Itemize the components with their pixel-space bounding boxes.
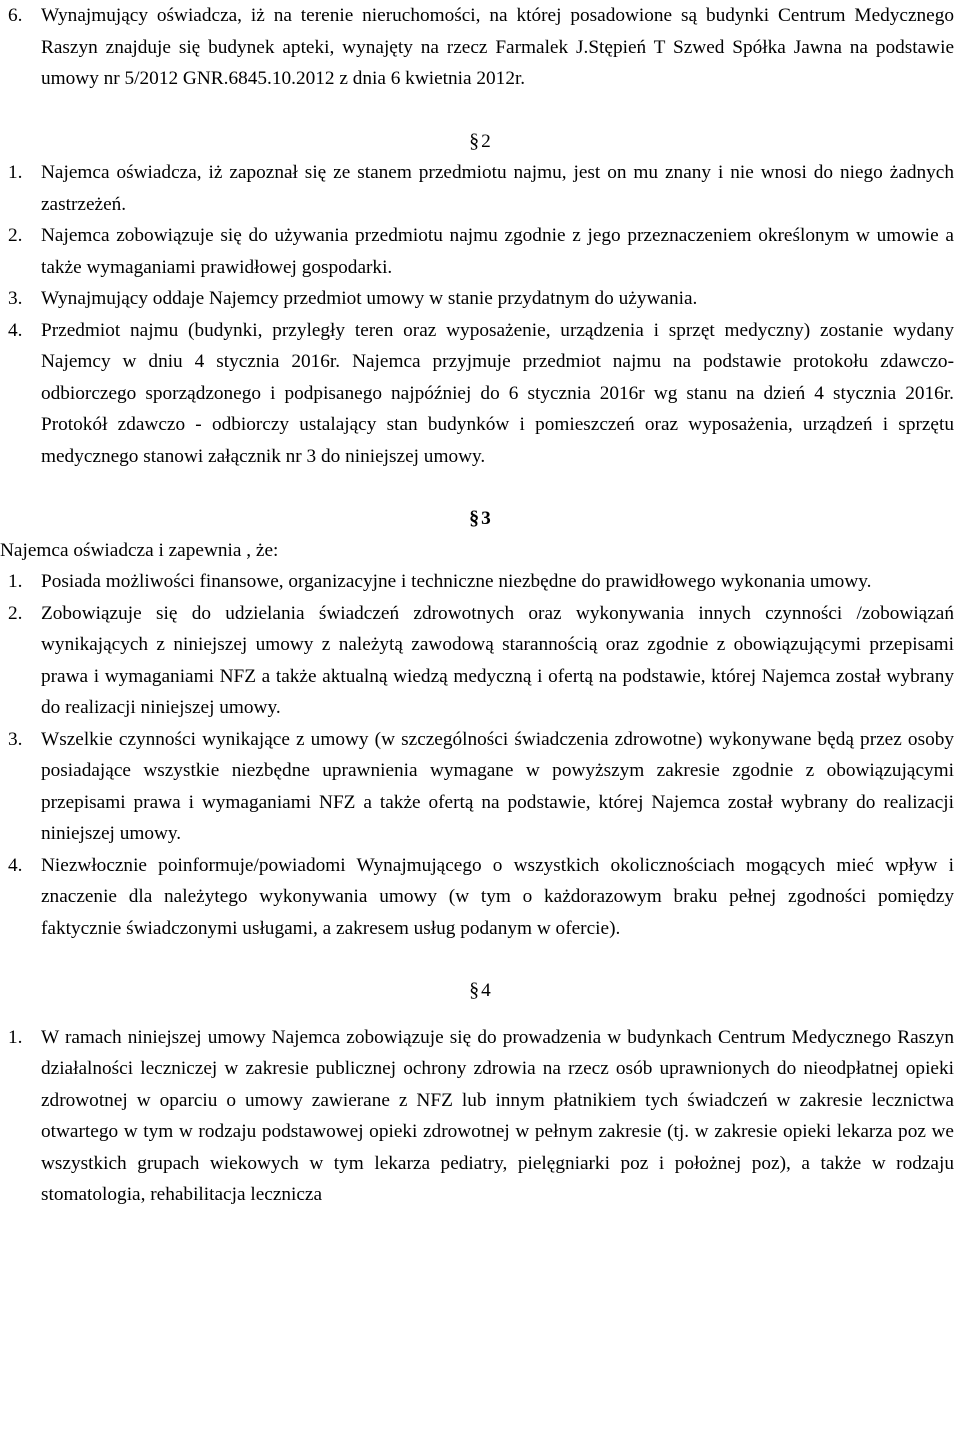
list-item-number: 4.: [8, 319, 23, 341]
section-number: 3: [481, 508, 491, 529]
section-symbol: §: [469, 129, 480, 152]
list-item-top-6: [0, 0, 960, 95]
list-item-s4-1: [0, 1022, 960, 1211]
section-number: 4: [481, 980, 491, 1001]
list-item-s3-2: [0, 598, 960, 724]
section-intro: Najemca oświadcza i zapewnia , że:: [0, 539, 279, 561]
list-item-number: 3.: [8, 288, 23, 309]
list-item-text: W ramach niniejszej umowy Najemca zobowiązuje się do prowadzenia w budynkach Centrum Medycznego Raszyn działalności leczniczej w zakresie publicznej ochrony zdrowia na rzecz osób uprawnionych do nieodpłatnej opieki zdrowotnej w oparciu o umowy zawierane z NFZ lub innym płatnikiem tych świadczeń w zakresie lecznictwa otwartego w tym w rodzaju podstawowej opieki zdrowotnej w pełnym zakresie (tj. w zakresie opieki lekarza poz we wszystkich grupach wiekowych w tym lekarza pediatry, pielęgniarki poz i położnej poz), a także w rodzaju stomatologia, rehabilitacja lecznicza: [41, 1026, 954, 1205]
section-header-4: [0, 975, 960, 1007]
list-item-number: 3.: [8, 728, 23, 750]
list-item-number: 1.: [8, 1026, 23, 1048]
list-item-s2-2: [0, 220, 960, 283]
list-item-s3-4: [0, 850, 960, 945]
list-item-text: Zobowiązuje się do udzielania świadczeń zdrowotnych oraz wykonywania innych czynności /zobowiązań wynikających z niniejszej umowy z należytą zawodową starannością oraz zgodnie z obowiązującymi przepisami prawa i wymaganiami NFZ a także aktualną wiedzą medyczną i ofertą na podstawie, której Najemca został wybrany do realizacji niniejszej umowy.: [41, 602, 954, 718]
list-item-text: Niezwłocznie poinformuje/powiadomi Wynajmującego o wszystkich okolicznościach mogących mieć wpływ i znaczenie dla należytego wykonywania umowy (w tym o każdorazowym braku pełnej zgodności pomiędzy faktycznie świadczonymi usługami, a zakresem usług podanym w ofercie).: [41, 854, 954, 939]
section-header-3: [0, 503, 960, 535]
list-item-number: 2.: [8, 225, 23, 246]
list-item-number: 2.: [8, 602, 23, 624]
section-symbol: §: [469, 979, 480, 1001]
list-item-s2-3: [0, 283, 960, 315]
list-item-text: Najemca oświadcza, iż zapoznał się ze stanem przedmiotu najmu, jest on mu znany i nie wnosi do niego żadnych zastrzeżeń.: [41, 162, 954, 215]
list-item-s3-3: [0, 724, 960, 850]
list-item-s2-4: [0, 315, 960, 473]
section-header-2: [0, 126, 960, 158]
list-item-text: Przedmiot najmu (budynki, przyległy teren oraz wyposażenie, urządzenia i sprzęt medyczny) zostanie wydany Najemcy w dniu 4 stycznia 2016r. Najemca przyjmuje przedmiot najmu na podstawie protokołu zdawczo-odbiorczego sporządzonego i podpisanego najpóźniej do 6 stycznia 2016r wg stanu na dzień 4 stycznia 2016r. Protokół zdawczo - odbiorczy ustalający stan budynków i pomieszczeń oraz wyposażenia, urządzeń i sprzętu medycznego stanowi załącznik nr 3 do niniejszej umowy.: [41, 319, 954, 467]
list-item-s3-1: [0, 566, 960, 598]
list-item-text: Posiada możliwości finansowe, organizacyjne i techniczne niezbędne do prawidłowego wykonania umowy.: [41, 571, 872, 592]
list-item-text: Wynajmujący oświadcza, iż na terenie nieruchomości, na której posadowione są budynki Centrum Medycznego Raszyn znajduje się budynek apteki, wynajęty na rzecz Farmalek J.Stępień T Szwed Spółka Jawna na podstawie umowy nr 5/2012 GNR.6845.10.2012 z dnia 6 kwietnia 2012r.: [41, 5, 954, 89]
section-symbol: §: [469, 507, 480, 529]
list-item-text: Wynajmujący oddaje Najemcy przedmiot umowy w stanie przydatnym do używania.: [41, 288, 698, 309]
list-item-number: 6.: [8, 5, 23, 26]
list-item-number: 1.: [8, 162, 23, 183]
list-item-text: Wszelkie czynności wynikające z umowy (w szczególności świadczenia zdrowotne) wykonywane będą przez osoby posiadające wszystkie niezbędne uprawnienia wymagane w powyższym zakresie zgodnie z obowiązującymi przepisami prawa i wymaganiami NFZ a także ofertą na podstawie, której Najemca został wybrany do realizacji niniejszej umowy.: [41, 728, 954, 844]
list-item-s2-1: [0, 157, 960, 220]
list-item-number: 1.: [8, 571, 23, 592]
list-item-number: 4.: [8, 854, 23, 876]
list-item-text: Najemca zobowiązuje się do używania przedmiotu najmu zgodnie z jego przeznaczeniem określonym w umowie a także wymaganiami prawidłowej gospodarki.: [41, 225, 954, 278]
section-number: 2: [481, 130, 491, 152]
